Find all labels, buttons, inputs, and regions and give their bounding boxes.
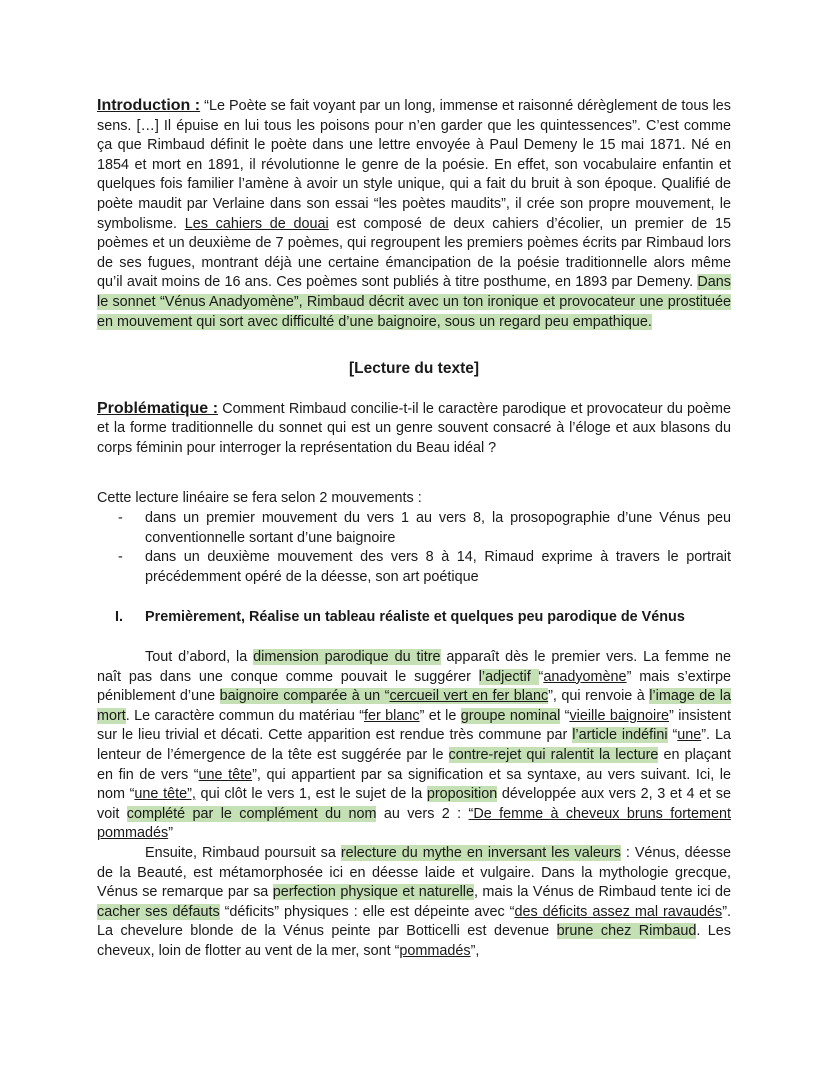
- text-run: en plaçant en fin de vers “: [97, 747, 731, 783]
- document-page: [97, 96, 731, 962]
- introduction-highlight: Dans le sonnet “Vénus Anadyomène”, Rimbaud décrit avec un ton ironique et provocateur une prostituée en mouvement qui sort avec difficulté d’une baignoire, sous un regard peu empathique.: [97, 274, 731, 330]
- section-number: I.: [115, 609, 123, 626]
- text-run: ” mais s’extirpe péniblement d’une: [97, 668, 731, 705]
- plan-intro: Cette lecture linéaire se fera selon 2 mouvements :: [97, 489, 422, 506]
- problematique-label: Problématique :: [97, 399, 219, 417]
- underlined-quote: une tête”,: [134, 786, 196, 803]
- text-run: ”, qui appartient par sa signification et sa syntaxe, au vers suivant. Ici, le nom “: [97, 766, 731, 803]
- text-run: qui clôt le vers 1, est le sujet de la: [195, 786, 427, 803]
- text-run: “: [560, 707, 570, 724]
- text-run: Ensuite, Rimbaud poursuit sa: [145, 845, 341, 861]
- introduction-label: Introduction :: [97, 97, 201, 114]
- text-run: ”. La chevelure blonde de la Vénus peinte par Botticelli est devenue: [97, 903, 731, 940]
- underlined-quote: des déficits assez mal ravaudés: [514, 903, 723, 920]
- underlined-quote: fer blanc: [364, 707, 420, 724]
- highlighted-text: brune chez Rimbaud: [556, 923, 697, 940]
- book-title: Les cahiers de douai: [184, 215, 329, 232]
- text-run: ” et le: [419, 707, 461, 724]
- introduction-text-1: “Le Poète se fait voyant par un long, immense et raisonné dérèglement de tous les sens. […] Il épuise en lui tous les poisons pour n’en garder que les quintessences”. C’est comme ça que Rimbaud définit le poète dans une lettre envoyée à Paul Demeny le 15 mai 1871. Né en 1854 et mort en 1891, il révolutionne le genre de la poésie. En effet, son vocabulaire enfantin et quelques fois familier l’amène à avoir un style unique, qui a fait du bruit à son époque. Qualifié de poète maudit par Verlaine dans son essai “les poètes maudits”, il crée son propre mouvement, le symbolisme.: [97, 98, 731, 232]
- highlighted-text: perfection physique et naturelle: [272, 884, 474, 901]
- text-run: ”,: [470, 942, 480, 959]
- movement-text: dans un deuxième mouvement des vers 8 à 14, Rimaud exprime à travers le portrait précédemment opéré de la déesse, son art poétique: [145, 549, 731, 585]
- movement-text: dans un premier mouvement du vers 1 au vers 8, la prosopographie d’une Vénus peu conventionnelle sortant d’une baignoire: [145, 510, 731, 546]
- text-run: ”: [168, 825, 173, 842]
- text-run: ” insistent sur le lieu trivial et décati. Cette apparition est rendue très commune par: [97, 707, 731, 744]
- highlighted-text: baignoire comparée à un “: [219, 688, 390, 705]
- highlighted-text: relecture du mythe en inversant les valeurs: [340, 845, 621, 861]
- underlined-quote: une tête: [198, 766, 253, 783]
- text-run: au vers 2 :: [376, 805, 469, 822]
- text-run: “: [667, 727, 678, 744]
- problematique-text: Comment Rimbaud concilie-t-il le caractère parodique et provocateur du poème et la forme traditionnelle du sonnet qui est un genre souvent consacré à l’éloge et aux blasons du corps féminin pour interroger la représentation du Beau idéal ?: [97, 400, 732, 456]
- highlighted-text: dimension parodique du titre: [253, 649, 441, 666]
- highlighted-text: groupe nominal: [460, 707, 561, 724]
- text-run: , mais la Vénus de Rimbaud tente ici de: [474, 884, 731, 901]
- text-run: ”. La lenteur de l’émergence de la tête est suggérée par le: [97, 727, 731, 764]
- highlighted-text: l’adjectif: [478, 668, 539, 685]
- text-run: apparaît dès le premier vers. La femme ne naît pas dans une conque comme pouvait le suggérer: [97, 649, 731, 685]
- list-item: [97, 509, 731, 548]
- highlighted-text: complété par le complément du nom: [126, 805, 377, 822]
- section-heading: [97, 608, 731, 628]
- body-paragraph-1: [97, 648, 731, 844]
- problematique-paragraph: [97, 399, 731, 459]
- underlined-quote: anadyomène: [543, 668, 627, 685]
- body-paragraph-2: [97, 844, 731, 962]
- highlighted-text: l’image de la mort: [97, 688, 731, 724]
- text-run: Tout d’abord, la: [145, 649, 254, 666]
- text-run: développée aux vers 2, 3 et 4 et se voit: [97, 786, 731, 822]
- underlined-quote: une: [677, 727, 702, 744]
- text-run: . Les cheveux, loin de flotter au vent de la mer, sont “: [97, 923, 731, 959]
- highlighted-text: l’article indéfini: [572, 727, 668, 744]
- highlighted-text: cacher ses défauts: [97, 903, 220, 920]
- list-dash: -: [118, 510, 123, 527]
- underlined-quote: vieille baignoire: [569, 707, 670, 724]
- list-item: [97, 548, 731, 587]
- underlined-quote: “De femme à cheveux bruns fortement pommadés: [97, 805, 731, 842]
- highlighted-text: cercueil vert en fer blanc: [389, 688, 549, 705]
- highlighted-text: contre-rejet qui ralentit la lecture: [448, 747, 659, 764]
- text-run: “déficits” physiques : elle est dépeinte avec “: [219, 903, 515, 920]
- introduction-text-2: est composé de deux cahiers d’écolier, un premier de 15 poèmes et un deuxième de 7 poèmes, qui regroupent les premiers poèmes écrits par Rimbaud lors de ses fugues, montrant déjà une certaine émancipation de la poésie traditionnelle alors même qu’il avait moins de 16 ans. Ces poèmes sont publiés à titre posthume, en 1893 par Demeny.: [97, 215, 731, 291]
- highlighted-text: proposition: [426, 786, 498, 803]
- text-run: “: [538, 668, 544, 685]
- text-run: ”, qui renvoie à: [548, 688, 650, 705]
- reading-heading: [Lecture du texte]: [348, 360, 480, 378]
- underlined-quote: pommadés: [399, 942, 471, 959]
- list-dash: -: [118, 549, 123, 566]
- text-run: : Vénus, déesse de la Beauté, est métamorphosée ici en déesse laide et vulgaire. Dans la mythologie grecque, Vénus se remarque par sa: [97, 845, 731, 901]
- introduction-paragraph: [97, 96, 731, 332]
- section-title: Premièrement, Réalise un tableau réaliste et quelques peu parodique de Vénus: [145, 609, 685, 626]
- movements-list: [97, 509, 731, 587]
- text-run: . Le caractère commun du matériau “: [125, 707, 364, 724]
